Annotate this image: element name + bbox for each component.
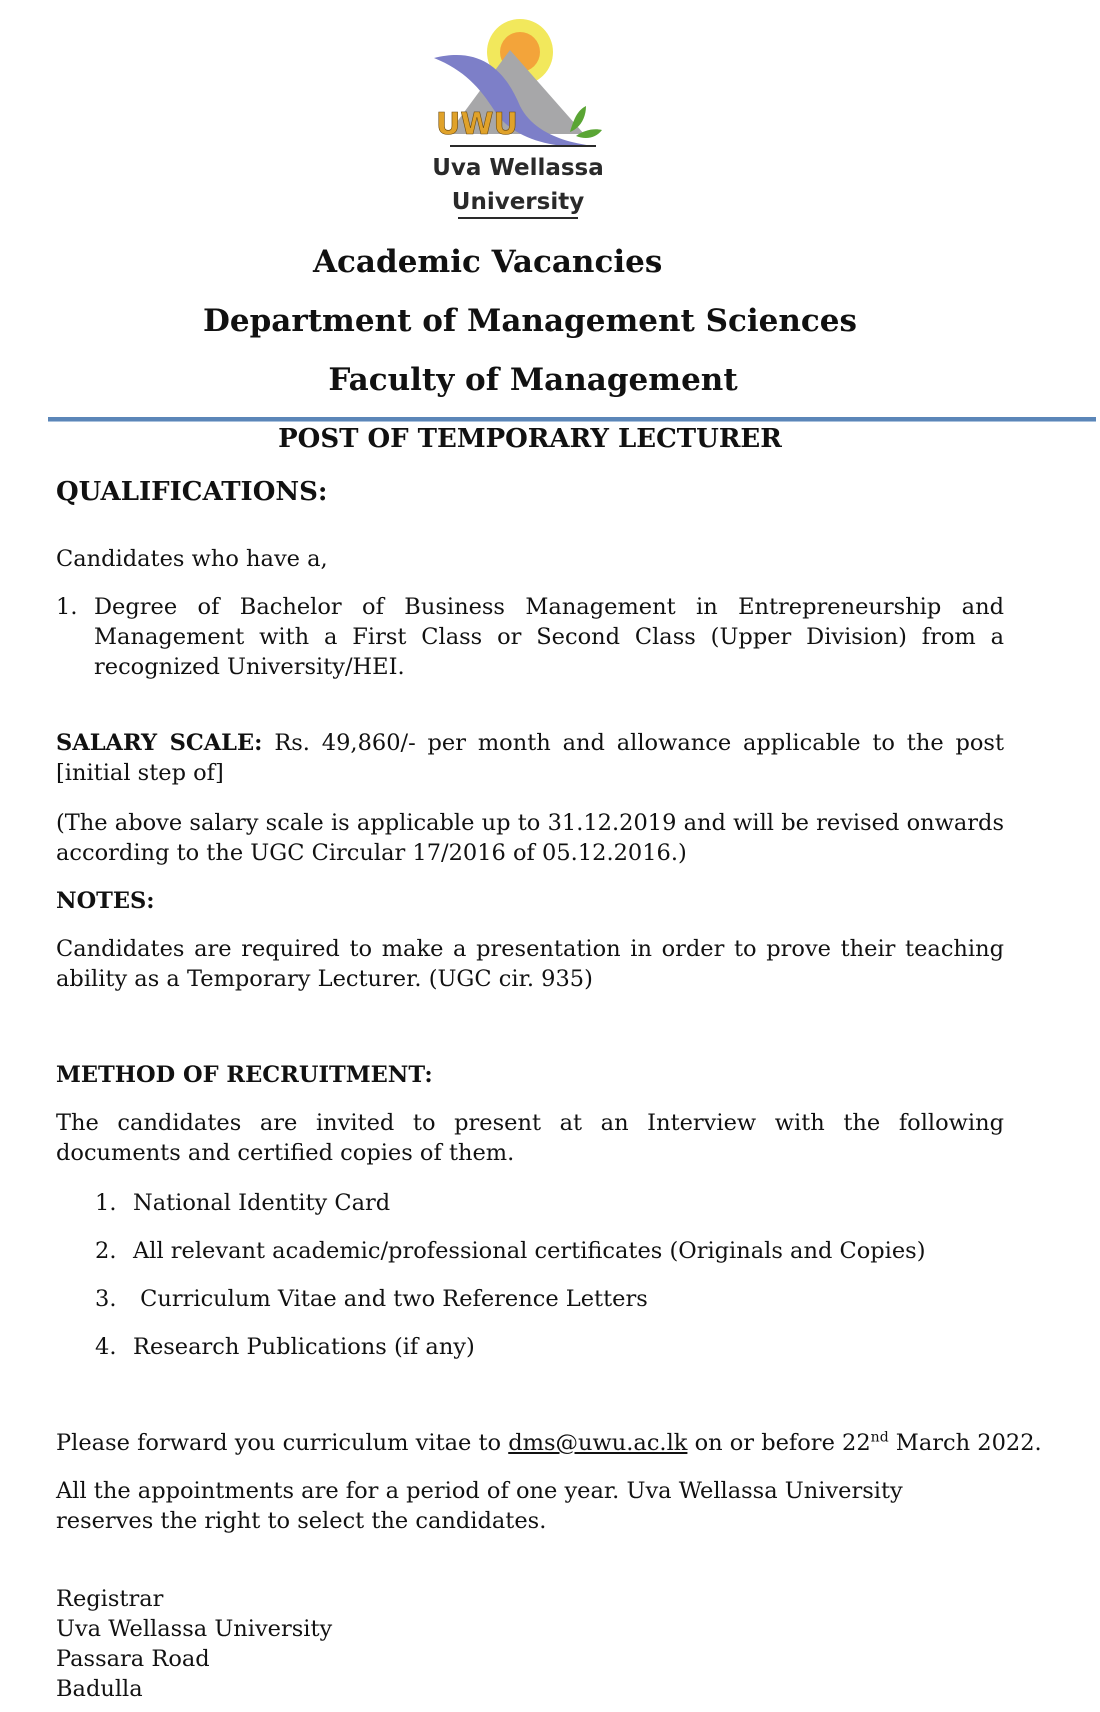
header-divider	[48, 417, 1096, 422]
list-item-number: 1.	[56, 594, 78, 620]
salary-paragraph	[56, 728, 1004, 788]
registrar-address	[56, 1584, 332, 1704]
address-line: Passara Road	[56, 1646, 210, 1672]
post-title: POST OF TEMPORARY LECTURER	[278, 424, 782, 454]
appointments-paragraph: All the appointments are for a period of one year. Uva Wellassa University reserves the right to select the candidates.	[56, 1478, 903, 1534]
documents-list	[95, 1188, 995, 1380]
email-link[interactable]: dms@uwu.ac.lk	[508, 1430, 688, 1456]
university-logo	[428, 6, 608, 228]
address-line: Registrar	[56, 1586, 164, 1612]
faculty-title: Faculty of Management	[328, 362, 738, 398]
salary-label: SALARY SCALE:	[56, 730, 263, 756]
notes-heading: NOTES:	[56, 888, 155, 914]
address-line: Uva Wellassa University	[56, 1616, 333, 1642]
qualifications-intro: Candidates who have a,	[56, 546, 328, 572]
salary-note: (The above salary scale is applicable up to 31.12.2019 and will be revised onwards according to the UGC Circular 17/2016 of 05.12.2016.)	[56, 810, 1004, 866]
list-item: 1. National Identity Card	[95, 1190, 391, 1216]
logo-name-line2: University	[451, 189, 585, 215]
list-item: 3. Curriculum Vitae and two Reference Letters	[95, 1286, 648, 1312]
qualifications-heading: QUALIFICATIONS:	[56, 477, 328, 507]
notes-text: Candidates are required to make a presentation in order to prove their teaching ability as a Temporary Lecturer. (UGC cir. 935)	[56, 936, 1004, 992]
logo-emblem-graphic	[428, 6, 608, 228]
recruitment-intro: The candidates are invited to present at an Interview with the following documents and certified copies of them.	[56, 1110, 1004, 1166]
list-item: 2. All relevant academic/professional certificates (Originals and Copies)	[95, 1238, 926, 1264]
recruitment-heading: METHOD OF RECRUITMENT:	[56, 1062, 433, 1088]
document-title: Academic Vacancies	[313, 244, 663, 280]
logo-mark-text: UWU	[436, 107, 518, 142]
salary-text: Rs. 49,860/- per month and allowance applicable to the post [initial step of]	[56, 730, 1005, 786]
logo-name-line1: Uva Wellassa	[432, 155, 604, 181]
qualifications-list	[56, 592, 1004, 682]
forward-instruction: Please forward you curriculum vitae to dms@uwu.ac.lk on or before 22nd March 2022.	[56, 1429, 1042, 1456]
address-line: Badulla	[56, 1676, 143, 1702]
department-title: Department of Management Sciences	[203, 303, 857, 339]
qualification-item-text: Degree of Bachelor of Business Management in Entrepreneurship and Management with a First Class or Second Class (Upper Division) from a recognized University/HEI.	[94, 594, 1004, 680]
list-item: 4. Research Publications (if any)	[95, 1334, 475, 1360]
